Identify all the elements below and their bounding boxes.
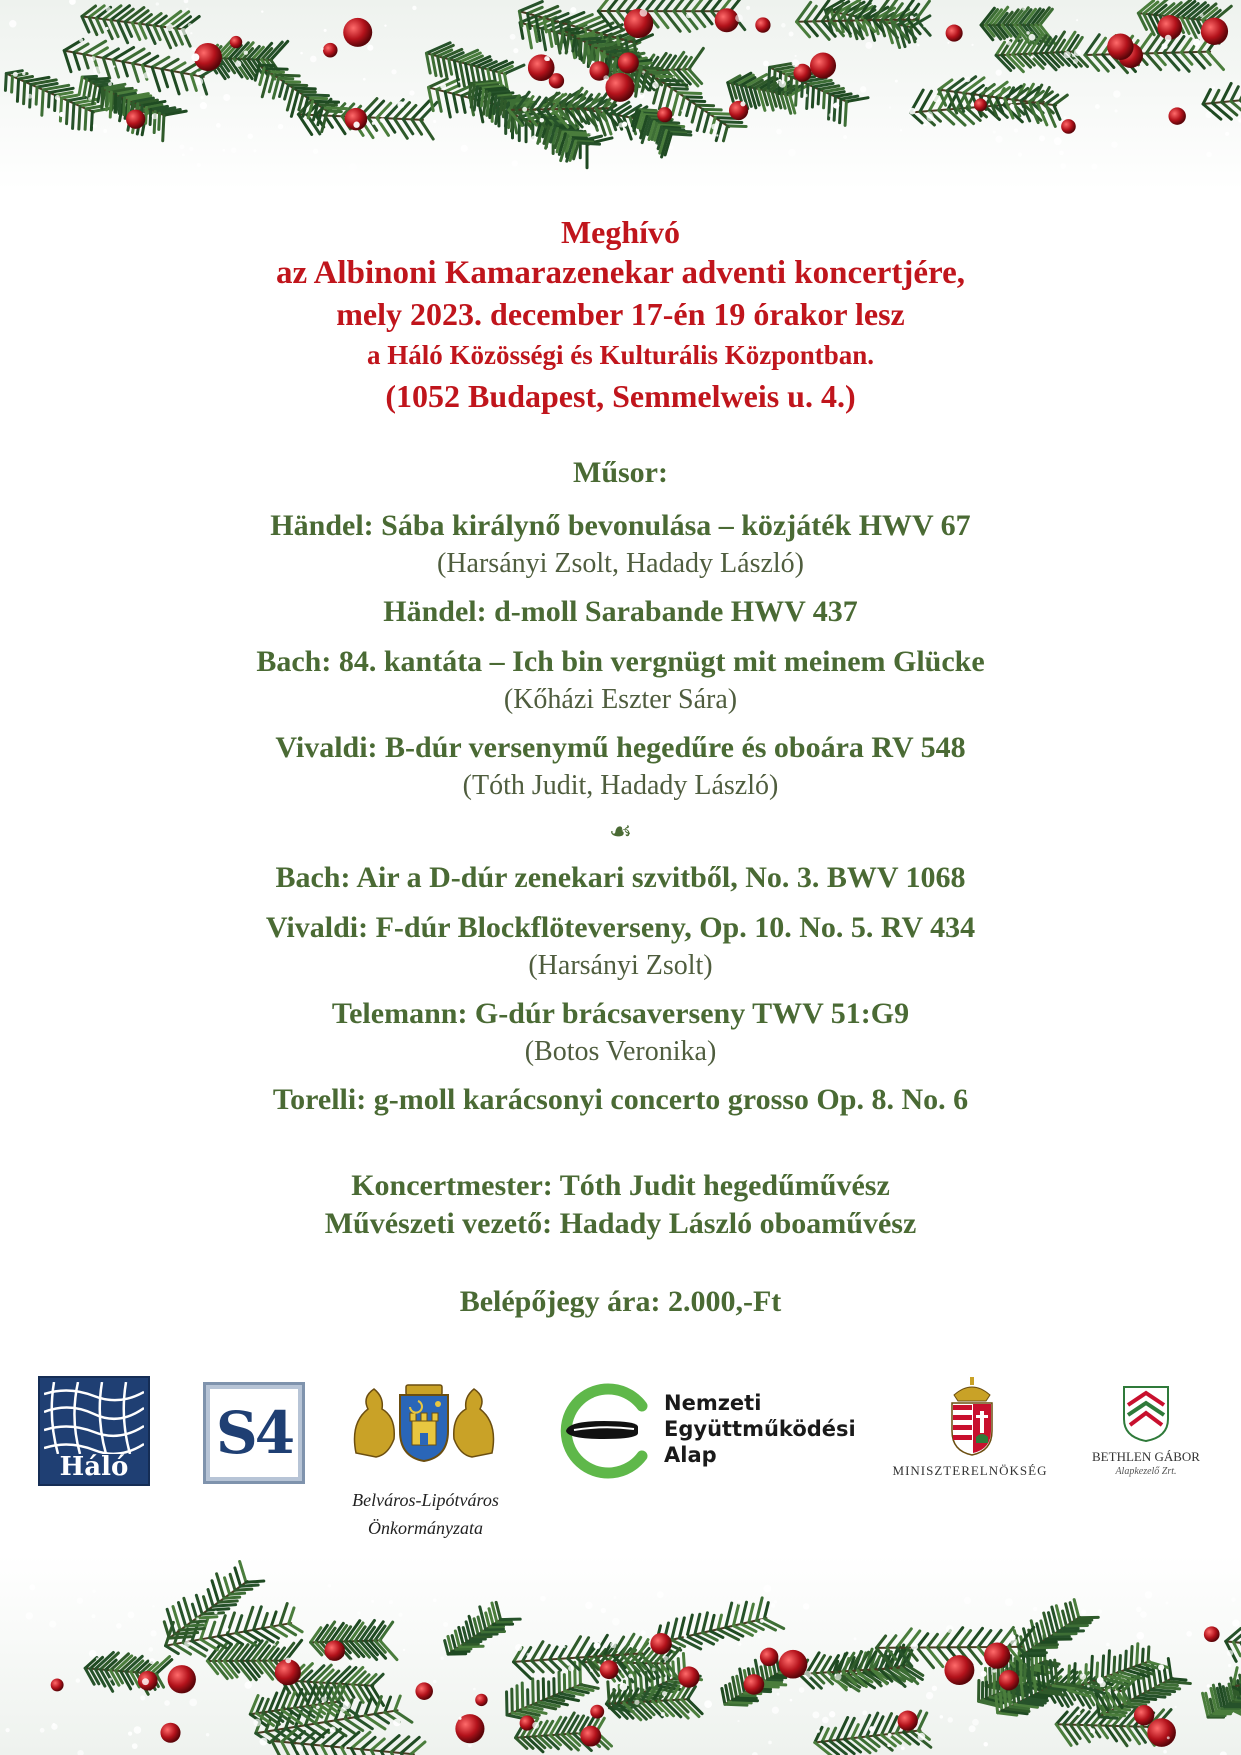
nea-text-line-2: Együttműködési <box>664 1417 856 1441</box>
hungarian-coat-of-arms-icon <box>946 1377 998 1457</box>
piece-performers: (Kőházi Eszter Sára) <box>503 684 738 715</box>
invitation-line-2: mely 2023. december 17-én 19 órakor lesz <box>336 296 905 332</box>
program-piece <box>0 908 1241 984</box>
piece-performers: (Botos Veronika) <box>524 1036 717 1067</box>
halo-logo <box>38 1376 150 1486</box>
piece-title: Vivaldi: F-dúr Blockflöteverseny, Op. 10. No. 5. RV 434 <box>265 911 976 944</box>
christmas-garland-top <box>0 0 1241 190</box>
program-piece <box>0 506 1241 582</box>
halo-logo-text: Háló <box>59 1452 129 1482</box>
nea-text-line-3: Alap <box>664 1443 717 1467</box>
piece-performers: (Harsányi Zsolt, Hadady László) <box>437 548 804 579</box>
nea-logo-text <box>664 1390 856 1468</box>
invitation-address: (1052 Budapest, Semmelweis u. 4.) <box>385 378 856 414</box>
piece-title: Vivaldi: B-dúr versenymű hegedűre és oboára RV 548 <box>275 731 966 764</box>
concertmaster-line: Koncertmester: Tóth Judit hegedűművész <box>351 1169 890 1202</box>
invitation-line-1: az Albinoni Kamarazenekar adventi koncertjére, <box>276 255 965 291</box>
piece-title: Torelli: g-moll karácsonyi concerto grosso Op. 8. No. 6 <box>272 1083 969 1116</box>
district-caption-line-2: Önkormányzata <box>368 1518 483 1538</box>
bethlen-gabor-name: BETHLEN GÁBOR <box>1092 1449 1200 1464</box>
christmas-garland-bottom <box>0 1555 1241 1755</box>
district-coat-of-arms-icon <box>348 1383 500 1463</box>
fleuron-ornament-icon: ☙ <box>608 817 633 846</box>
invitation-title: Meghívó <box>560 214 681 250</box>
piece-performers: (Harsányi Zsolt) <box>528 950 713 981</box>
ticket-price: Belépőjegy ára: 2.000,-Ft <box>459 1285 782 1318</box>
invitation-block <box>0 212 1241 417</box>
credits-block <box>0 1167 1241 1243</box>
net-icon <box>44 1382 144 1454</box>
piece-title: Bach: Air a D-dúr zenekari szvitből, No. 3. BWV 1068 <box>275 861 966 894</box>
bethlen-gabor-subtitle: Alapkezelő Zrt. <box>1115 1466 1177 1477</box>
piece-title: Bach: 84. kantáta – Ich bin vergnügt mit meinem Glücke <box>256 645 985 678</box>
s4-logo-text: S4 <box>215 1399 293 1467</box>
program-piece <box>0 642 1241 718</box>
program-piece <box>0 994 1241 1070</box>
program-piece <box>0 858 1241 898</box>
piece-performers: (Tóth Judit, Hadady László) <box>462 770 779 801</box>
program-block <box>0 450 1241 1130</box>
piece-title: Händel: Sába királynő bevonulása – közjáték HWV 67 <box>270 509 971 542</box>
ministry-caption: MINISZTERELNÖKSÉG <box>892 1463 1048 1478</box>
nea-text-line-1: Nemzeti <box>664 1391 762 1415</box>
invitation-line-3: a Háló Közösségi és Kulturális Központban. <box>366 340 875 370</box>
director-line: Művészeti vezető: Hadady László oboaművész <box>324 1207 917 1240</box>
program-piece <box>0 728 1241 804</box>
nea-logo-mark-icon <box>556 1382 656 1480</box>
piece-title: Telemann: G-dúr brácsaverseny TWV 51:G9 <box>331 997 910 1030</box>
program-heading: Műsor: <box>573 456 668 489</box>
s4-logo <box>203 1382 305 1484</box>
bethlen-gabor-logo-icon <box>1120 1383 1172 1443</box>
district-caption-line-1: Belváros-Lipótváros <box>352 1490 499 1510</box>
district-caption <box>318 1486 533 1542</box>
program-piece <box>0 1080 1241 1120</box>
piece-title: Händel: d-moll Sarabande HWV 437 <box>383 595 858 628</box>
program-piece <box>0 592 1241 632</box>
